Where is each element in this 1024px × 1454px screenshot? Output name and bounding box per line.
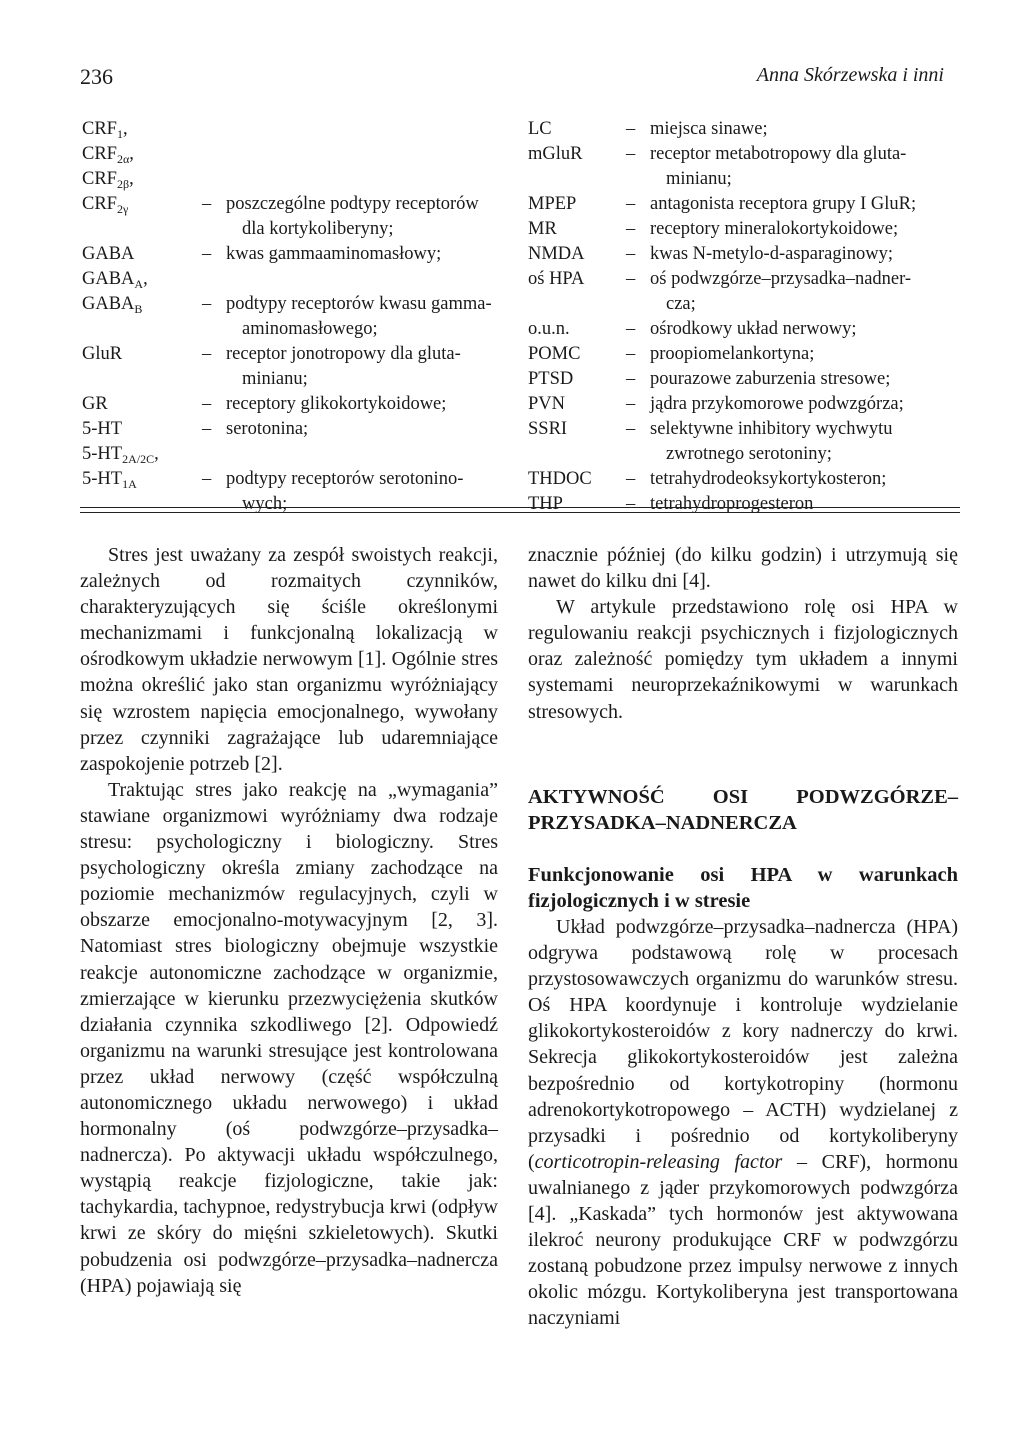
abbreviation-dash: – [202, 394, 212, 414]
abbreviation-dash: – [626, 469, 636, 489]
abbreviation-term: POMC [528, 344, 581, 364]
abbreviation-description [226, 117, 502, 142]
abbreviation-term: $GABA_B$ [82, 294, 143, 316]
abbreviation-row [528, 242, 958, 267]
abbreviation-dash: – [626, 119, 636, 139]
abbreviation-row [82, 417, 502, 442]
page-number: 236 [80, 64, 113, 89]
abbreviation-term: $5-HT_{1A}$ [82, 469, 137, 491]
abbreviation-term: SSRI [528, 419, 568, 439]
abbreviation-dash: – [626, 394, 636, 414]
abbreviation-term: MPEP [528, 194, 577, 214]
abbreviation-dash: – [626, 344, 636, 364]
running-author: Anna Skórzewska i inni [756, 64, 944, 86]
abbreviation-term: PVN [528, 394, 566, 414]
abbreviation-description: kwas gammaaminomasłowy; [226, 244, 442, 264]
abbreviation-description: antagonista receptora grupy I GluR; [650, 194, 917, 214]
abbreviation-row [82, 142, 502, 167]
abbreviation-dash: – [626, 319, 636, 339]
abbreviation-dash: – [202, 244, 212, 264]
abbreviation-term: $CRF_{2\gamma}$ [82, 194, 129, 216]
abbreviation-description [226, 267, 502, 292]
abbreviation-term: mGluR [528, 144, 583, 164]
abbreviation-row [528, 417, 958, 467]
abbreviation-description [226, 442, 502, 467]
abbreviation-row [528, 217, 958, 242]
abbreviation-list-left [82, 117, 502, 517]
abbreviation-term: $CRF_{2\alpha}$, [82, 144, 134, 166]
abbreviation-dash: – [202, 294, 212, 314]
abbreviation-row [82, 192, 502, 242]
abbreviation-description: miejsca sinawe; [650, 119, 768, 139]
abbreviation-description: podtypy receptorów serotonino- wych; [226, 469, 464, 514]
divider-rule-bottom [80, 512, 960, 513]
abbreviation-row [82, 467, 502, 517]
abbreviation-term: MR [528, 219, 557, 239]
abbreviation-term: LC [528, 119, 552, 139]
paragraph: znacznie później (do kilku godzin) i utrzymują się nawet do kilku dni [4]. [528, 544, 958, 593]
abbreviation-description: tetrahydroprogesteron [650, 494, 814, 514]
abbreviation-term: PTSD [528, 369, 574, 389]
paragraph-text: Układ podwzgórze–przysadka–nadnercza (HPA) odgrywa podstawową rolę w procesach przystosowawczych organizmu do warunków stresu. Oś HPA koordynuje i kontroluje wydzielanie glikokortykosteroidów z kory nadnerczy do krwi. Sekrecja glikokortykosteroidów jest zależna bezpośrednio od kortykotropiny (hormonu adrenokortykotropowego – ACTH) wydzielanej z przysadki i pośrednio od kortykoliberyny ( [528, 916, 958, 1173]
abbreviation-dash: – [626, 269, 636, 289]
abbreviation-term: GABA [82, 244, 135, 264]
abbreviation-term: $5-HT_{2A/2C}$, [82, 444, 159, 466]
abbreviation-row [528, 492, 958, 517]
abbreviation-dash: – [202, 194, 212, 214]
running-header [80, 64, 944, 94]
abbreviation-description: proopiomelankortyna; [650, 344, 815, 364]
abbreviation-description: tetrahydrodeoksykortykosteron; [650, 469, 887, 489]
paragraph: Stres jest uważany za zespół swoistych reakcji, zależnych od rozmaitych czynników, charakteryzujących się ściśle określonymi mechanizmami i funkcjonalną lokalizacją w ośrodkowym układzie nerwowym [1]. Ogólnie stres można określić jako stan organizmu wyróżniający się wzrostem napięcia emocjonalnego, wywołany przez czynniki zagrażające lub udaremniające zaspokojenie potrzeb [2]. [80, 544, 498, 775]
abbreviation-description: podtypy receptorów kwasu gamma- aminomasłowego; [226, 294, 492, 339]
subsection-heading: Funkcjonowanie osi HPA w warunkach fizjologicznych i w stresie [528, 864, 958, 912]
abbreviation-term: o.u.n. [528, 319, 570, 339]
abbreviation-term: THP [528, 494, 563, 514]
abbreviation-dash: – [202, 469, 212, 489]
abbreviation-dash: – [626, 144, 636, 164]
abbreviation-term: $GABA_A$, [82, 269, 148, 291]
abbreviation-description: selektywne inhibitory wychwytu zwrotnego serotoniny; [650, 419, 893, 464]
abbreviation-dash: – [626, 369, 636, 389]
abbreviation-row [528, 367, 958, 392]
abbreviation-dash: – [626, 194, 636, 214]
abbreviation-row [82, 117, 502, 142]
abbreviation-term: oś HPA [528, 269, 585, 289]
italic-term: corticotropin-releasing factor [534, 1150, 783, 1173]
abbreviation-row [528, 342, 958, 367]
abbreviation-dash: – [626, 419, 636, 439]
abbreviation-description: receptory mineralokortykoidowe; [650, 219, 899, 239]
abbreviation-description: poszczególne podtypy receptorów dla kortykoliberyny; [226, 194, 479, 239]
abbreviation-description: serotonina; [226, 419, 309, 439]
abbreviation-dash: – [202, 344, 212, 364]
abbreviation-row [82, 292, 502, 342]
abbreviation-term: NMDA [528, 244, 585, 264]
abbreviation-dash: – [626, 219, 636, 239]
abbreviation-description: oś podwzgórze–przysadka–nadner- cza; [650, 269, 912, 314]
abbreviation-term: $CRF_1$, [82, 119, 128, 141]
abbreviation-term: THDOC [528, 469, 592, 489]
abbreviation-list-right [528, 117, 958, 517]
abbreviation-description: receptor jonotropowy dla gluta- minianu; [226, 344, 461, 389]
divider-rule-top [80, 507, 960, 508]
abbreviation-row [82, 167, 502, 192]
abbreviation-description: receptory glikokortykoidowe; [226, 394, 447, 414]
body-column-left [80, 542, 498, 1299]
abbreviation-term: $CRF_{2\beta}$, [82, 169, 134, 191]
abbreviation-dash: – [202, 419, 212, 439]
abbreviation-row [528, 467, 958, 492]
abbreviation-row [82, 267, 502, 292]
abbreviation-term: 5-HT [82, 419, 123, 439]
abbreviation-description [226, 142, 502, 167]
abbreviation-description: kwas N-metylo-d-asparaginowy; [650, 244, 894, 264]
abbreviation-description: receptor metabotropowy dla gluta- minianu; [650, 144, 907, 189]
abbreviation-dash: – [626, 494, 636, 514]
abbreviation-row [82, 242, 502, 267]
paragraph: W artykule przedstawiono rolę osi HPA w regulowaniu reakcji psychicznych i fizjologicznych oraz zależność pomiędzy tym układem a innymi systemami neuroprzekaźnikowymi w warunkach stresowych. [528, 596, 958, 723]
abbreviation-description: jądra przykomorowe podwzgórza; [650, 394, 904, 414]
abbreviation-description [226, 167, 502, 192]
abbreviation-description: pourazowe zaburzenia stresowe; [650, 369, 891, 389]
abbreviation-term: GluR [82, 344, 123, 364]
abbreviation-row [528, 317, 958, 342]
abbreviation-row [528, 142, 958, 192]
abbreviation-row [528, 267, 958, 317]
abbreviation-row [528, 192, 958, 217]
abbreviation-row [82, 392, 502, 417]
abbreviation-row [82, 342, 502, 392]
abbreviation-dash: – [626, 244, 636, 264]
abbreviation-row [82, 442, 502, 467]
paragraph-text: – CRF), hormonu uwalnianego z jąder przykomorowych podwzgórza [4]. „Kaskada” tych hormonów jest aktywowana ilekroć neurony produkujące CRF w podwzgórzu zostaną pobudzone przez impulsy nerwowe z innych okolic mózgu. Kortykoliberyna jest transportowana naczyniami [528, 1150, 958, 1330]
paragraph [528, 914, 958, 1332]
body-column-right [528, 542, 958, 1330]
abbreviation-row [528, 117, 958, 142]
abbreviation-row [528, 392, 958, 417]
paragraph: Traktując stres jako reakcję na „wymagania” stawiane organizmowi wyróżniamy dwa rodzaje stresu: psychologiczny i biologiczny. Stres psychologiczny określa zmiany zachodzące na poziomie mechanizmów regulacyjnych, czyli w obszarze emocjonalno-motywacyjnym [2, 3]. Natomiast stres biologiczny obejmuje wszystkie reakcje autonomiczne zachodzące w organizmie, zmierzające w kierunku przezwyciężenia skutków działania czynnika szkodliwego [2]. Odpowiedź organizmu na warunki stresujące jest kontrolowana przez układ nerwowy (część współczulną autonomicznego układu nerwowego) i układ hormonalny (oś podwzgórze–przysadka–nadnercza). Po aktywacji układu współczulnego, wystąpią reakcje fizjologiczne, takie jak: tachykardia, tachypnoe, redystrybucja krwi (odpływ krwi ze skóry do mięśni szkieletowych). Skutki pobudzenia osi podwzgórze–przysadka–nadnercza (HPA) pojawiają się [80, 778, 498, 1297]
abbreviation-term: GR [82, 394, 108, 414]
abbreviation-description: ośrodkowy układ nerwowy; [650, 319, 857, 339]
section-heading: AKTYWNOŚĆ OSI PODWZGÓRZE–PRZYSADKA–NADNERCZA [528, 786, 958, 834]
